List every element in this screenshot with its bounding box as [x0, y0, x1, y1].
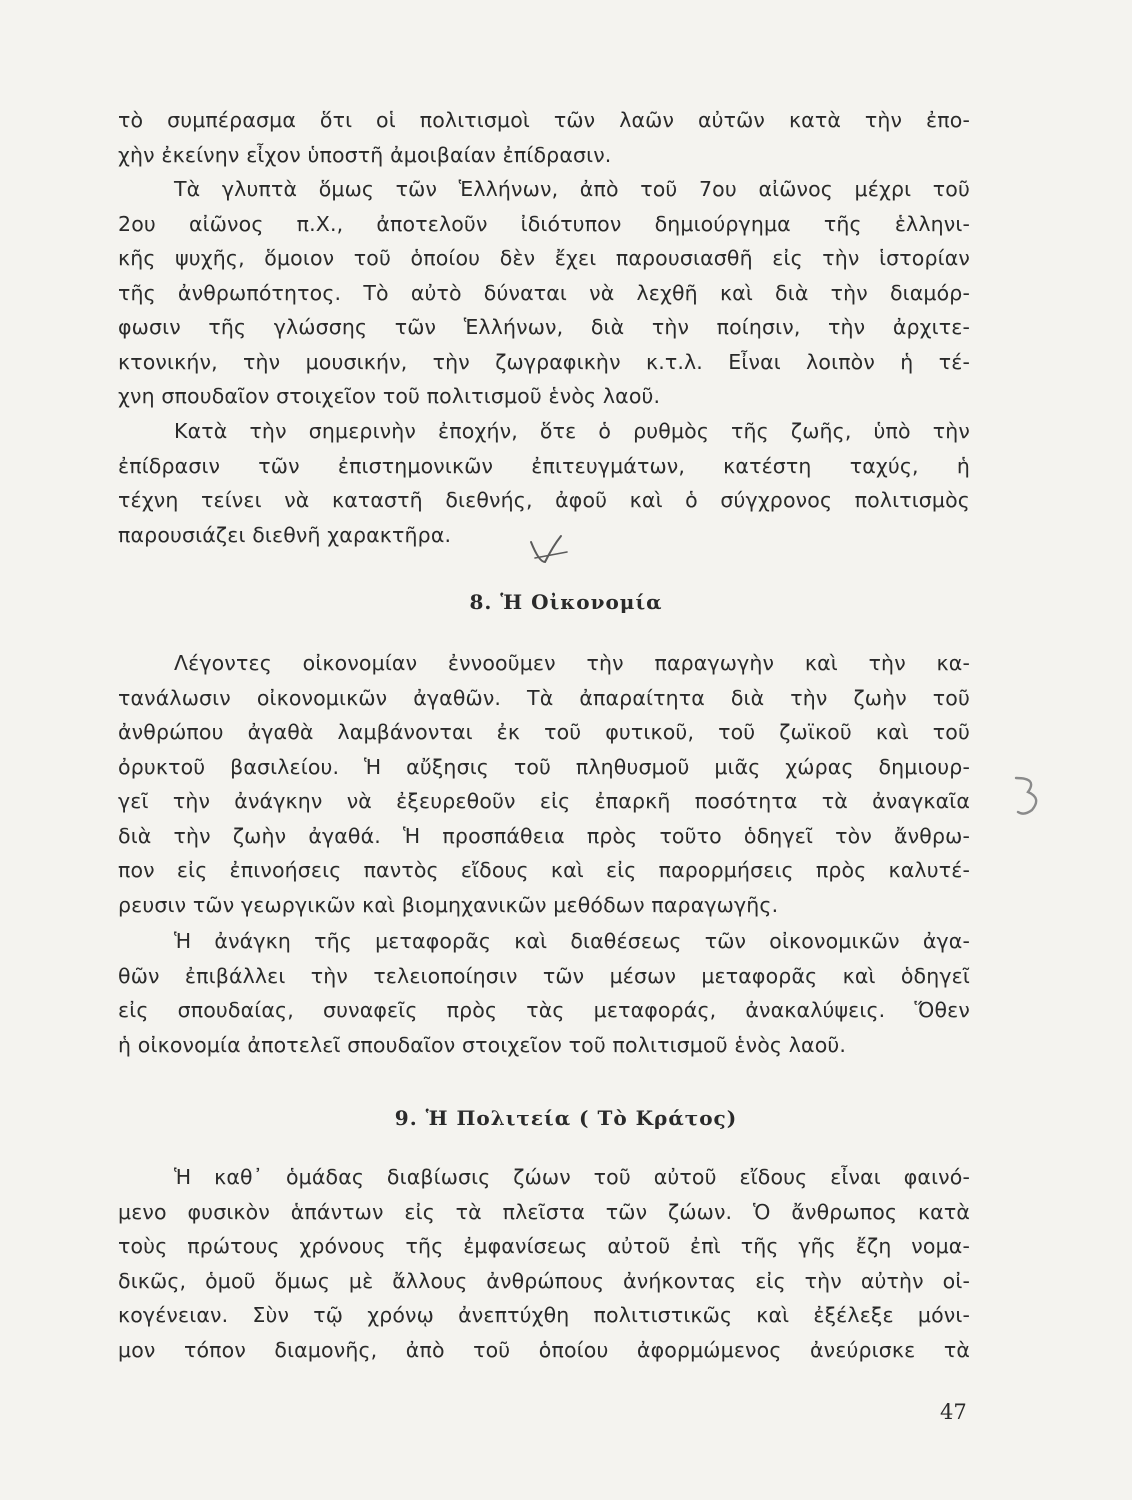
- text-line: τανάλωσιν οἰκονομικῶν ἀγαθῶν. Τὰ ἀπαραίτητα διὰ τὴν ζωὴν τοῦ: [118, 685, 970, 710]
- text-line: κῆς ψυχῆς, ὅμοιον τοῦ ὁποίου δὲν ἔχει παρουσιασθῆ εἰς τὴν ἱστορίαν: [118, 246, 970, 270]
- text-line: δικῶς, ὁμοῦ ὅμως μὲ ἄλλους ἀνθρώπους ἀνήκοντας εἰς τὴν αὐτὴν οἰ-: [118, 1268, 970, 1293]
- sculpture-paragraph: [118, 172, 970, 414]
- text-line: 2ου αἰῶνος π.Χ., ἀποτελοῦν ἰδιότυπον δημιούργημα τῆς ἑλληνι-: [118, 211, 970, 236]
- text-line: ἐπίδρασιν τῶν ἐπιστημονικῶν ἐπιτευγμάτων, κατέστη ταχύς, ἡ: [118, 453, 970, 478]
- text-line: Λέγοντες οἰκονομίαν ἐννοοῦμεν τὴν παραγωγὴν καὶ τὴν κα-: [174, 651, 970, 675]
- intro-paragraph: [118, 103, 970, 172]
- text-line: κογένειαν. Σὺν τῷ χρόνῳ ἀνεπτύχθη πολιτιστικῶς καὶ ἐξέλεξε μόνι-: [118, 1303, 970, 1327]
- text-line: χνη σπουδαῖον στοιχεῖον τοῦ πολιτισμοῦ ἑνὸς λαοῦ.: [118, 384, 661, 408]
- text-line: χὴν ἐκείνην εἶχον ὑποστῆ ἀμοιβαίαν ἐπίδρασιν.: [118, 142, 612, 167]
- section-heading-economy: 8. Ἡ Οἰκονομία: [469, 590, 663, 614]
- economy-paragraph-2: [118, 924, 970, 1062]
- text-line: ἀνθρώπου ἀγαθὰ λαμβάνονται ἐκ τοῦ φυτικοῦ, τοῦ ζωϊκοῦ καὶ τοῦ: [118, 720, 970, 744]
- handwritten-check-icon: [525, 532, 573, 572]
- text-line: πον εἰς ἐπινοήσεις παντὸς εἴδους καὶ εἰς παρορμήσεις πρὸς καλυτέ-: [118, 858, 970, 882]
- text-line: φωσιν τῆς γλώσσης τῶν Ἑλλήνων, διὰ τὴν ποίησιν, τὴν ἀρχιτε-: [118, 315, 970, 339]
- text-line: τῆς ἀνθρωπότητος. Τὸ αὐτὸ δύναται νὰ λεχθῆ καὶ διὰ τὴν διαμόρ-: [118, 280, 970, 305]
- text-line: θῶν ἐπιβάλλει τὴν τελειοποίησιν τῶν μέσων μεταφορᾶς καὶ ὁδηγεῖ: [118, 963, 970, 988]
- text-line: κτονικήν, τὴν μουσικήν, τὴν ζωγραφικὴν κ.τ.λ. Εἶναι λοιπὸν ἡ τέ-: [118, 349, 970, 374]
- economy-paragraph-1: [118, 646, 970, 922]
- text-line: ὀρυκτοῦ βασιλείου. Ἡ αὔξησις τοῦ πληθυσμοῦ μιᾶς χώρας δημιουρ-: [118, 754, 970, 779]
- text-line: παρουσιάζει διεθνῆ χαρακτῆρα.: [118, 522, 452, 547]
- state-paragraph: [118, 1160, 970, 1367]
- text-line: διὰ τὴν ζωὴν ἀγαθά. Ἡ προσπάθεια πρὸς τοῦτο ὁδηγεῖ τὸν ἄνθρω-: [118, 823, 970, 848]
- text-line: τοὺς πρώτους χρόνους τῆς ἐμφανίσεως αὐτοῦ ἐπὶ τῆς γῆς ἔζη νομα-: [118, 1234, 970, 1258]
- margin-pencil-mark-icon: [1010, 772, 1046, 822]
- text-line: μενο φυσικὸν ἁπάντων εἰς τὰ πλεῖστα τῶν ζώων. Ὁ ἄνθρωπος κατὰ: [118, 1199, 970, 1224]
- text-line: Κατὰ τὴν σημερινὴν ἐποχήν, ὅτε ὁ ρυθμὸς τῆς ζωῆς, ὑπὸ τὴν: [174, 419, 970, 443]
- text-line: τέχνη τείνει νὰ καταστῆ διεθνής, ἀφοῦ καὶ ὁ σύγχρονος πολιτισμὸς: [118, 488, 970, 512]
- text-line: Ἡ ἀνάγκη τῆς μεταφορᾶς καὶ διαθέσεως τῶν οἰκονομικῶν ἀγα-: [174, 929, 970, 953]
- section-heading-state: 9. Ἡ Πολιτεία ( Τὸ Κράτος): [394, 1106, 738, 1130]
- text-line: ρευσιν τῶν γεωργικῶν καὶ βιομηχανικῶν μεθόδων παραγωγῆς.: [118, 892, 779, 917]
- text-line: ἡ οἰκονομία ἀποτελεῖ σπουδαῖον στοιχεῖον τοῦ πολιτισμοῦ ἑνὸς λαοῦ.: [118, 1032, 847, 1057]
- text-line: μον τόπον διαμονῆς, ἀπὸ τοῦ ὁποίου ἀφορμώμενος ἀνεύρισκε τὰ: [118, 1337, 970, 1362]
- text-line: εἰς σπουδαίας, συναφεῖς πρὸς τὰς μεταφοράς, ἀνακαλύψεις. Ὅθεν: [118, 998, 970, 1022]
- page-number: 47: [940, 1400, 967, 1424]
- text-line: Ἡ καθ᾽ ὁμάδας διαβίωσις ζώων τοῦ αὐτοῦ εἴδους εἶναι φαινό-: [174, 1165, 970, 1189]
- text-line: γεῖ τὴν ἀνάγκην νὰ ἐξευρεθοῦν εἰς ἐπαρκῆ ποσότητα τὰ ἀναγκαῖα: [118, 789, 970, 813]
- text-line: Τὰ γλυπτὰ ὅμως τῶν Ἑλλήνων, ἀπὸ τοῦ 7ου αἰῶνος μέχρι τοῦ: [174, 177, 970, 201]
- text-line: τὸ συμπέρασμα ὅτι οἱ πολιτισμοὶ τῶν λαῶν αὐτῶν κατὰ τὴν ἐπο-: [118, 108, 970, 132]
